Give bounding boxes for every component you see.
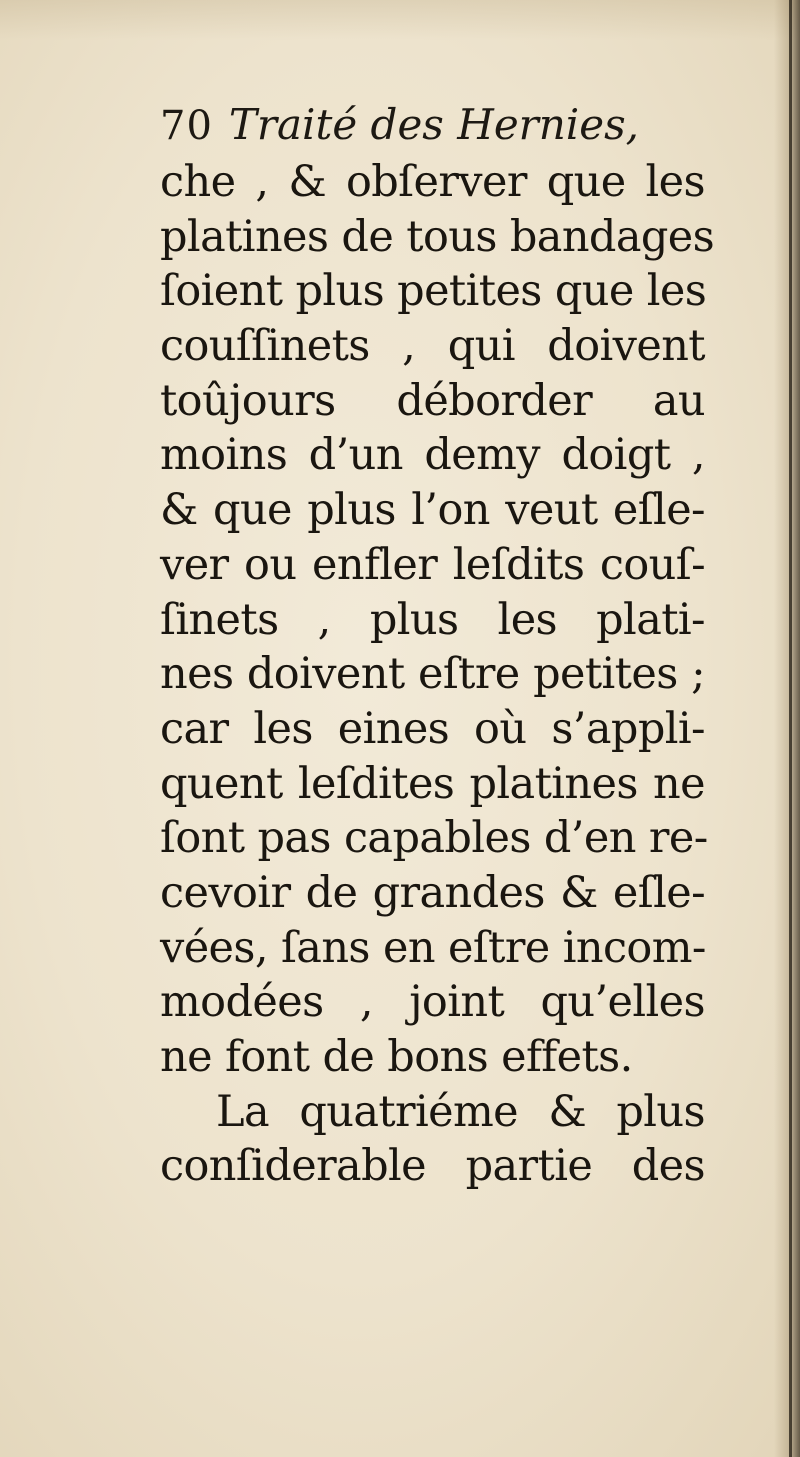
text-line-paragraph-end: ne font de bons effets. bbox=[160, 1032, 633, 1082]
text-line: che , & obſerver que les bbox=[160, 157, 705, 207]
text-line: couſſinets , qui doivent bbox=[160, 321, 705, 372]
text-line: vées, ſans en eſtre incom- bbox=[160, 922, 706, 973]
running-title: Traité des Hernies, bbox=[228, 100, 640, 149]
text-line: toûjours déborder au bbox=[160, 375, 705, 426]
text-line-paragraph-start: La quatriéme & plus bbox=[216, 1086, 705, 1137]
page-gutter-shadow bbox=[774, 0, 800, 1457]
text-line: cevoir de grandes & eſle- bbox=[160, 867, 705, 918]
text-line: ver ou enfler leſdits couſ- bbox=[160, 539, 705, 590]
text-line: conſiderable partie des bbox=[160, 1141, 705, 1192]
page-top-shading bbox=[0, 0, 800, 40]
text-line: moins d’un demy doigt , bbox=[160, 430, 705, 481]
text-line: nes doivent eſtre petites ; bbox=[160, 649, 705, 700]
page-number: 70 bbox=[160, 103, 213, 149]
text-line: & que plus l’on veut eſle- bbox=[160, 485, 705, 536]
text-line: ſoient plus petites que les bbox=[160, 266, 707, 317]
page-edge bbox=[789, 0, 792, 1457]
text-line: car les eines où s’appli- bbox=[160, 703, 705, 754]
text-line: modées , joint qu’elles bbox=[160, 977, 705, 1028]
text-line: quent leſdites platines ne bbox=[160, 758, 705, 809]
text-line: platines de tous bandages bbox=[160, 211, 715, 262]
text-line: ſinets , plus les plati- bbox=[160, 594, 705, 645]
body-text bbox=[160, 155, 715, 1194]
page-header bbox=[160, 100, 639, 149]
text-line: ſont pas capables d’en re- bbox=[160, 813, 708, 864]
